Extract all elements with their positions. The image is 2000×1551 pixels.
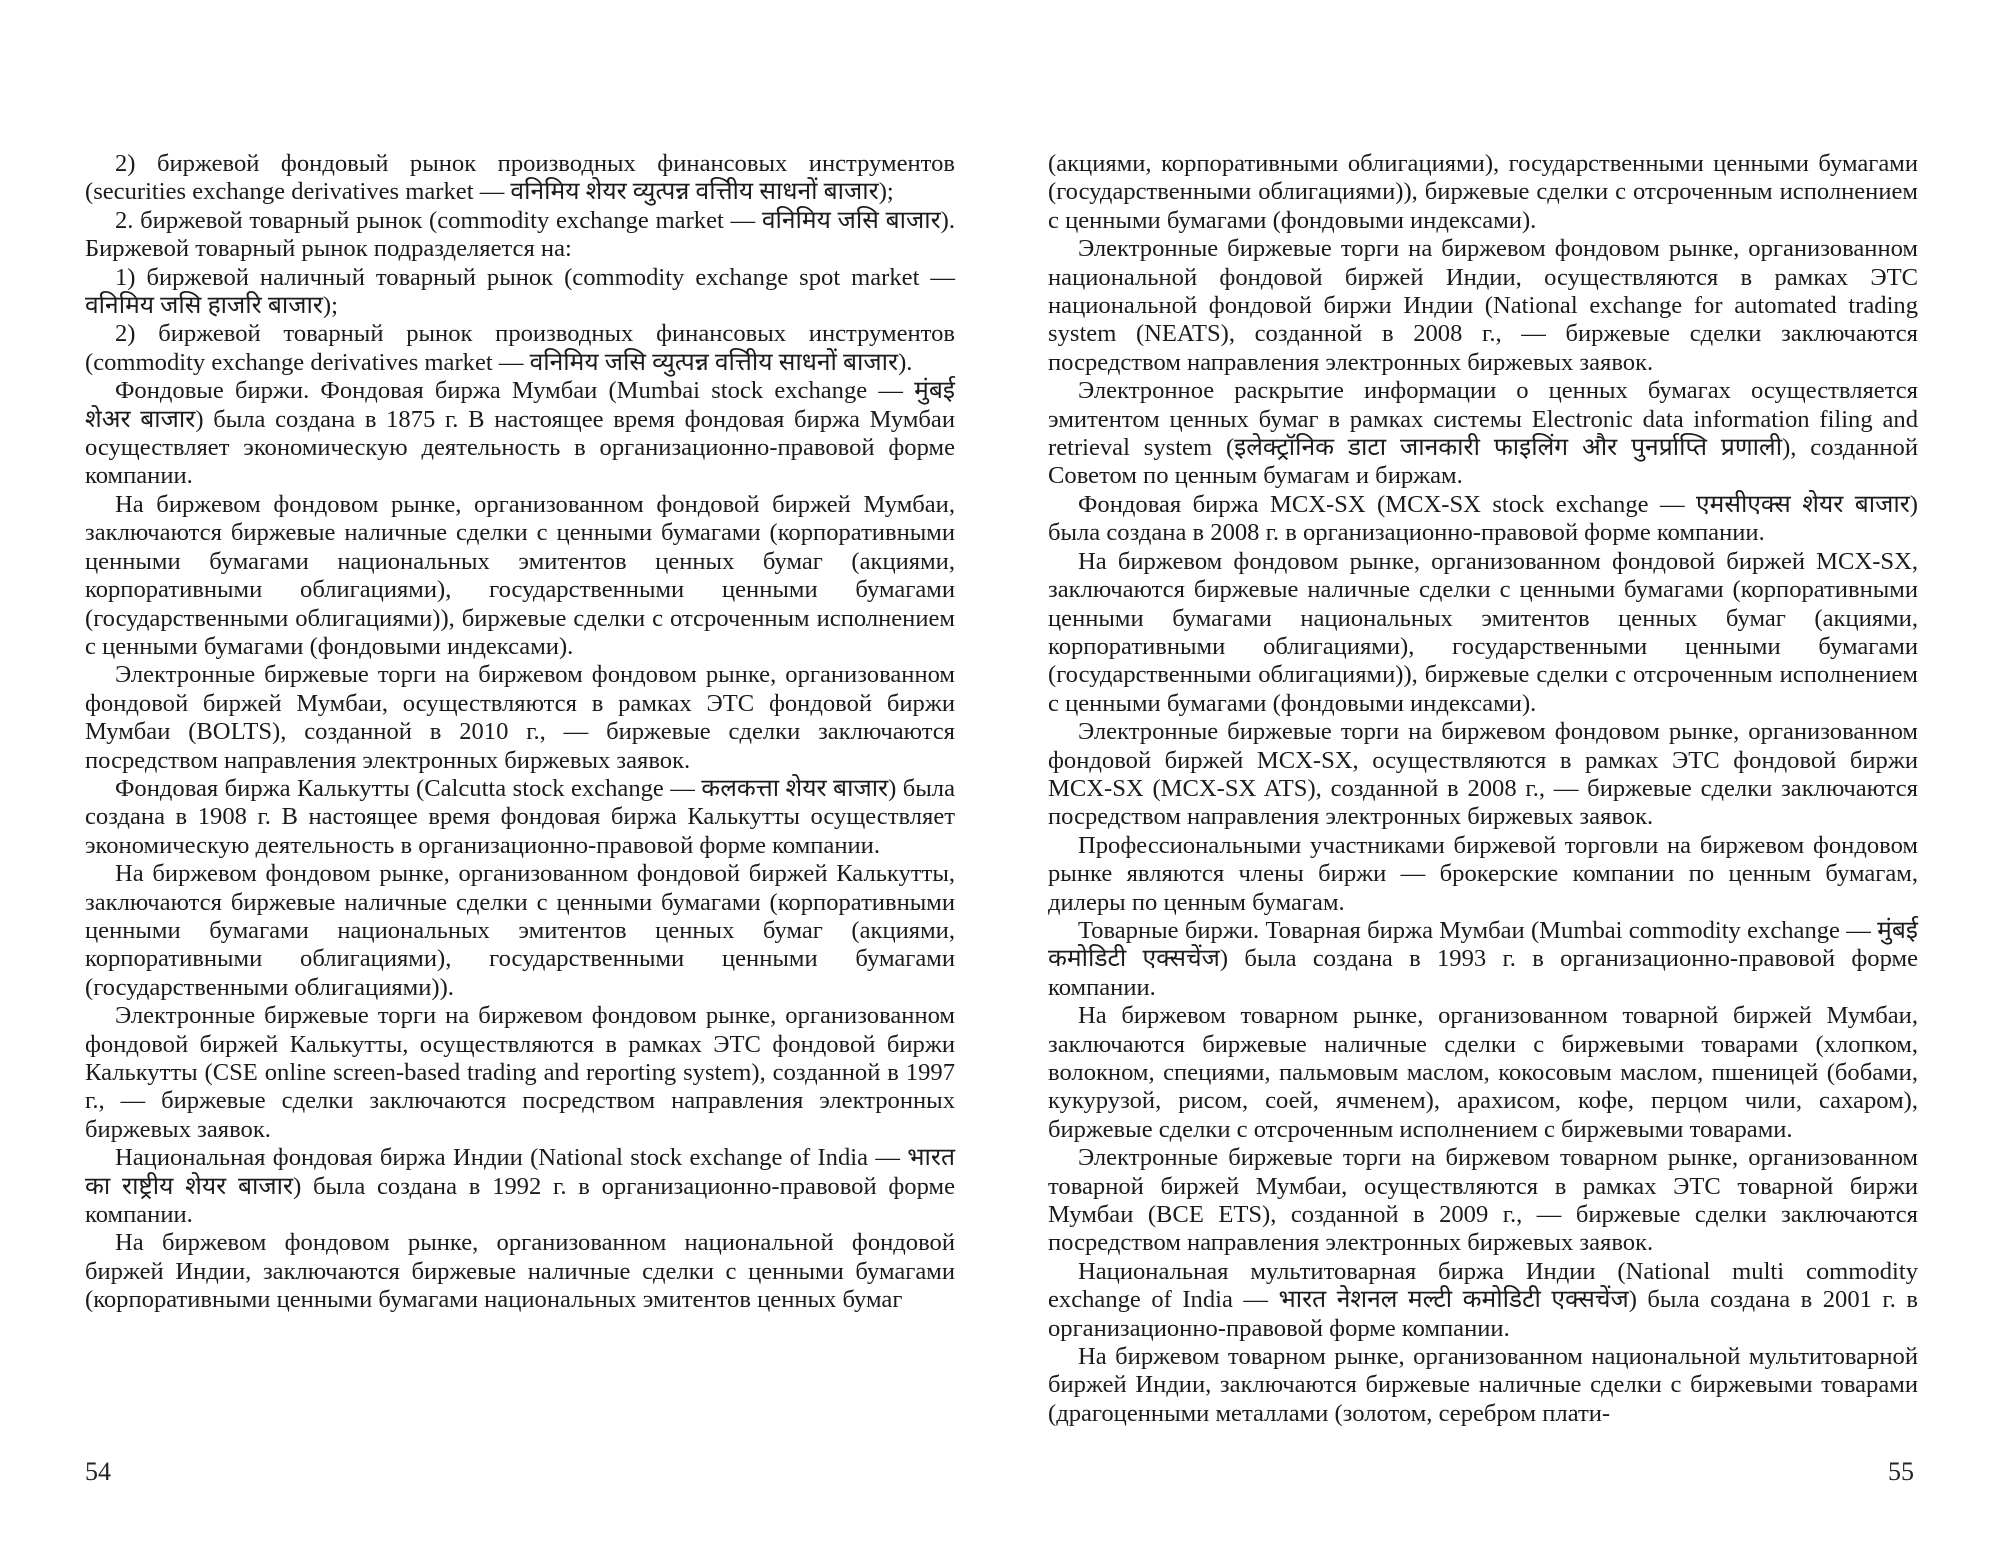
left-paragraph-9: На биржевом фондовом рынке, организованном фондовой биржей Калькутты, заключаются биржевые наличные сделки с ценными бумагами (корпоративными ценными бумагами национальных эмитентов ценных бумаг (акциями, корпоративными облигациями), государственными ценными бумагами (государственными облигациями)). [85,860,955,1001]
right-paragraph-5: На биржевом фондовом рынке, организованном фондовой биржей MCX-SX, заключаются биржевые наличные сделки с ценными бумагами (корпоративными ценными бумагами национальных эмитентов ценных бумаг (акциями, корпоративными облигациями), государственными ценными бумагами (государственными облигациями)), биржевые сделки с отсроченным исполнением с ценными бумагами (фондовыми индексами). [1048,547,1918,717]
right-paragraph-3: Электронное раскрытие информации о ценных бумагах осуществляется эмитентом ценных бумаг в рамках системы Electronic data information filing and retrieval system (इलेक्ट्रॉनिक डाटा जानकारी फाइलिंग और पुनर्प्राप्ति प्रणाली), созданной Советом по ценным бумагам и биржам. [1048,377,1918,490]
right-page-number: 55 [1888,1457,1914,1486]
right-paragraph-8: Товарные биржи. Товарная биржа Мумбаи (Mumbai commodity exchange — मुंबई कमोडिटी एक्सचेंज) была создана в 1993 г. в организационно-правовой форме компании. [1048,916,1918,1001]
left-paragraph-10: Электронные биржевые торги на биржевом фондовом рынке, организованном фондовой биржей Калькутты, осуществляются в рамках ЭТС фондовой биржи Калькутты (CSE online screen-based trading and reporting system), созданной в 1997 г., — биржевые сделки заключаются посредством направления электронных биржевых заявок. [85,1002,955,1143]
right-paragraph-7: Профессиональными участниками биржевой торговли на биржевом фондовом рынке являются члены биржи — брокерские компании по ценным бумагам, дилеры по ценным бумагам. [1048,831,1918,916]
right-paragraph-4: Фондовая биржа MCX-SX (MCX-SX stock exchange — एमसीएक्स शेयर बाजार) была создана в 2008 г. в организационно-правовой форме компании. [1048,490,1918,547]
left-paragraph-11: Национальная фондовая биржа Индии (National stock exchange of India — भारत का राष्ट्रीय शेयर बाजार) была создана в 1992 г. в организационно-правовой форме компании. [85,1144,955,1229]
left-paragraph-5: Фондовые биржи. Фондовая биржа Мумбаи (Mumbai stock exchange — मुंबई शेअर बाजार) была создана в 1875 г. В настоящее время фондовая биржа Мумбаи осуществляет экономическую деятельность в организационно-правовой форме компании. [85,377,955,490]
right-paragraph-2: Электронные биржевые торги на биржевом фондовом рынке, организованном национальной фондовой биржей Индии, осуществляются в рамках ЭТС национальной фондовой биржи Индии (National exchange for automated trading system (NEATS), созданной в 2008 г., — биржевые сделки заключаются посредством направления электронных биржевых заявок. [1048,235,1918,376]
right-paragraph-11: Национальная мультитоварная биржа Индии (National multi commodity exchange of India — भारत नेशनल मल्टी कमोडिटी एक्सचेंज) была создана в 2001 г. в организационно-правовой форме компании. [1048,1257,1918,1342]
left-paragraph-1: 2) биржевой фондовый рынок производных финансовых инструментов (securities exchange derivatives market — वनिमिय शेयर व्युत्पन्न वत्तिीय साधनों बाजार); [85,150,955,206]
left-page-number: 54 [85,1457,111,1486]
left-page [85,150,955,1400]
left-paragraph-7: Электронные биржевые торги на биржевом фондовом рынке, организованном фондовой биржей Мумбаи, осуществляются в рамках ЭТС фондовой биржи Мумбаи (BOLTS), созданной в 2010 г., — биржевые сделки заключаются посредством направления электронных биржевых заявок. [85,661,955,774]
left-paragraph-12: На биржевом фондовом рынке, организованном национальной фондовой биржей Индии, заключаются биржевые наличные сделки с ценными бумагами (корпоративными ценными бумагами национальных эмитентов ценных бумаг [85,1229,955,1314]
left-paragraph-4: 2) биржевой товарный рынок производных финансовых инструментов (commodity exchange derivatives market — वनिमिय जसि व्युत्पन्न वत्तिीय साधनों बाजार). [85,320,955,376]
right-page [1048,150,1918,1427]
right-paragraph-12: На биржевом товарном рынке, организованном национальной мультитоварной биржей Индии, заключаются биржевые наличные сделки с биржевыми товарами (драгоценными металлами (золотом, серебром плати- [1048,1343,1918,1427]
right-paragraph-6: Электронные биржевые торги на биржевом фондовом рынке, организованном фондовой биржей MCX-SX, осуществляются в рамках ЭТС фондовой биржи MCX-SX (MCX-SX ATS), созданной в 2008 г., — биржевые сделки заключаются посредством направления электронных биржевых заявок. [1048,718,1918,831]
right-paragraph-9: На биржевом товарном рынке, организованном товарной биржей Мумбаи, заключаются биржевые наличные сделки с биржевыми товарами (хлопком, волокном, специями, пальмовым маслом, кокосовым маслом, пшеницей (бобами, кукурузой, рисом, соей, ячменем), арахисом, кофе, перцом чили, сахаром), биржевые сделки с отсроченным исполнением с биржевыми товарами. [1048,1002,1918,1143]
left-paragraph-2: 2. биржевой товарный рынок (commodity exchange market — वनिमिय जसि बाजार). Биржевой товарный рынок подразделяется на: [85,206,955,263]
left-paragraph-8: Фондовая биржа Калькутты (Calcutta stock exchange — कलकत्ता शेयर बाजार) была создана в 1908 г. В настоящее время фондовая биржа Калькутты осуществляет экономическую деятельность в организационно-правовой форме компании. [85,774,955,859]
left-paragraph-6: На биржевом фондовом рынке, организованном фондовой биржей Мумбаи, заключаются биржевые наличные сделки с ценными бумагами (корпоративными ценными бумагами национальных эмитентов ценных бумаг (акциями, корпоративными облигациями), государственными ценными бумагами (государственными облигациями)), биржевые сделки с отсроченным исполнением с ценными бумагами (фондовыми индексами). [85,490,955,660]
right-paragraph-10: Электронные биржевые торги на биржевом товарном рынке, организованном товарной биржей Мумбаи, осуществляются в рамках ЭТС товарной биржи Мумбаи (BCE ETS), созданной в 2009 г., — биржевые сделки заключаются посредством направления электронных биржевых заявок. [1048,1144,1918,1257]
left-paragraph-3: 1) биржевой наличный товарный рынок (commodity exchange spot market — वनिमिय जसि हाजरि बाजार); [85,263,955,320]
right-paragraph-1: (акциями, корпоративными облигациями), государственными ценными бумагами (государственными облигациями)), биржевые сделки с отсроченным исполнением с ценными бумагами (фондовыми индексами). [1048,150,1918,234]
